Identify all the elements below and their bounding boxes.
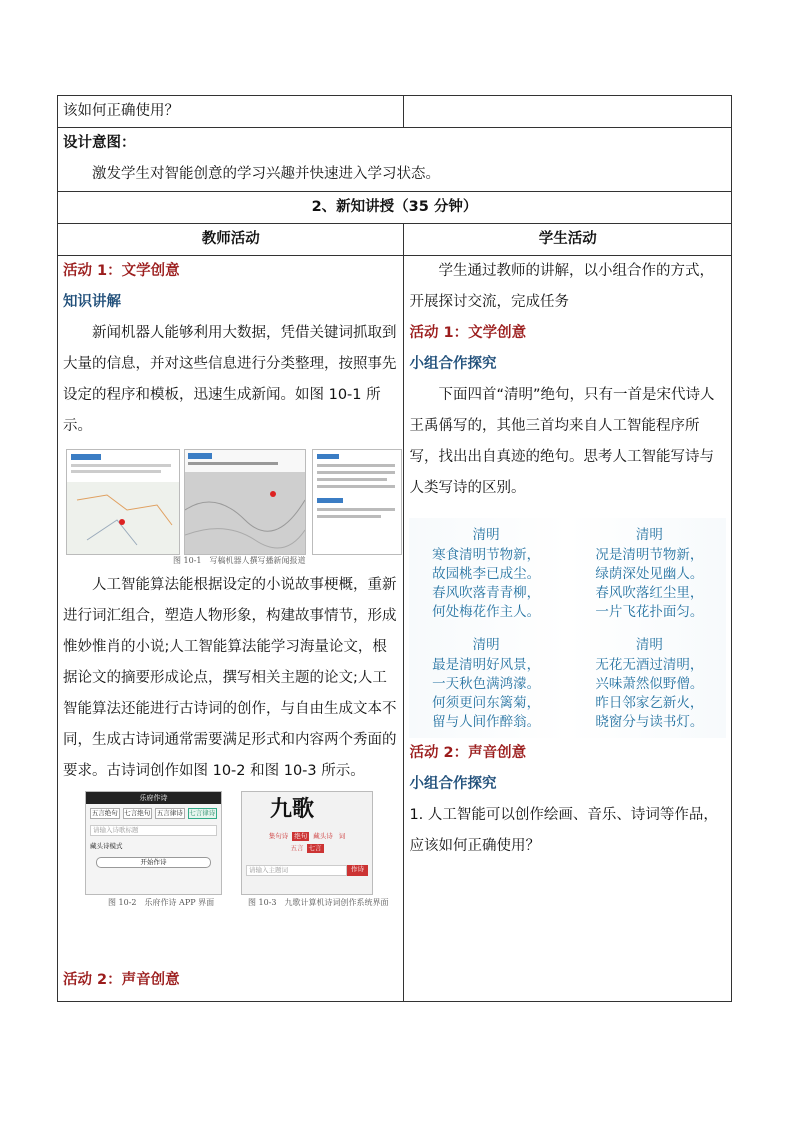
jiuge-tag[interactable]: 藏头诗	[313, 832, 333, 840]
figures-10-2-10-3	[63, 787, 398, 965]
poem-line: 春风吹落红尘里，	[595, 585, 704, 601]
jiuge-sub-tags	[242, 844, 372, 853]
design-text: 激发学生对智能创意的学习兴趣并快速进入学习状态。	[92, 166, 440, 182]
teacher-para2: 人工智能算法能根据设定的小说故事梗概，重新进行词汇组合，塑造人物形象，构建故事情节，形成惟妙惟肖的小说;人工智能算法能学习海量论文，根据论文的摘要形成论点，撰写相关主题的论文;人工智能算法还能进行古诗词的创作，与自由生成文本不同，生成古诗词通常需要满足形式和内容两个秀面的要求。古诗词创作如图 10-2 和图 10-3 所示。	[63, 577, 397, 779]
poem-title: 清明	[635, 637, 663, 653]
news-text-image	[312, 449, 402, 555]
poem-line: 绿荫深处见幽人。	[595, 566, 704, 582]
poem-line: 寒食清明节物新，	[432, 547, 541, 563]
poem-line: 一天秋色满鸿濛。	[432, 676, 541, 692]
app-title-input[interactable]: 请输入诗歌标题	[90, 825, 217, 836]
article-icon	[313, 450, 401, 554]
poem-line: 一片飞花扑面匀。	[595, 604, 704, 620]
app-option[interactable]: 七言绝句	[124, 809, 151, 817]
jiuge-input[interactable]: 请输入主题词	[246, 865, 347, 876]
app-option[interactable]: 五言律诗	[156, 809, 183, 817]
student-group2-title: 小组合作探究	[409, 776, 497, 792]
jiuge-sub-tag[interactable]: 五言	[290, 844, 304, 852]
figure-10-1-caption: 图 10-1 写稿机器人撰写播新闻报道	[173, 556, 306, 565]
teacher-activity2-title: 活动 2：声音创意	[63, 972, 180, 988]
poem-line: 留与人间作醉翁。	[432, 714, 541, 730]
jiuge-submit-button[interactable]: 作诗	[347, 865, 368, 876]
app-option[interactable]: 五言绝句	[91, 809, 118, 817]
student-intro: 学生通过教师的讲解，以小组合作的方式，开展探讨交流，完成任务	[409, 263, 714, 310]
figure-10-3-jiuge	[241, 791, 373, 895]
news-map-image-1	[66, 449, 180, 555]
student-task1: 下面四首“清明”绝句，只有一首是宋代诗人王禹偁写的，其他三首均来自人工智能程序所写，找出出自真迹的绝句。思考人工智能写诗与人类写诗的区别。	[409, 387, 715, 496]
figure-10-2-app	[85, 791, 222, 895]
terrain-icon	[185, 450, 305, 554]
poem-title: 清明	[635, 527, 663, 543]
figure-10-2-caption: 图 10-2 乐府作诗 APP 界面	[108, 898, 215, 907]
figure-10-3-caption: 图 10-3 九歌计算机诗词创作系统界面	[248, 898, 389, 907]
poem-line: 况是清明节物新，	[595, 547, 704, 563]
poems-grid	[409, 518, 726, 738]
lesson-table	[57, 95, 732, 1002]
poem-line: 昨日邻家乞新火，	[595, 695, 704, 711]
map-icon	[67, 450, 179, 554]
poem-line: 最是清明好风景，	[432, 657, 541, 673]
poem-card	[409, 636, 562, 732]
teacher-column-header: 教师活动	[58, 224, 404, 256]
app-mode-toggle[interactable]	[90, 842, 217, 851]
jiuge-tag[interactable]: 词	[338, 832, 346, 840]
student-activity2-title: 活动 2：声音创意	[409, 745, 527, 761]
student-task2: 1. 人工智能可以创作绘画、音乐、诗词等作品，应该如何正确使用？	[409, 807, 718, 854]
app-options	[86, 804, 221, 823]
jiuge-logo: 九歌	[270, 796, 315, 822]
student-activity1-title: 活动 1：文学创意	[409, 325, 527, 341]
teacher-activity-cell	[58, 256, 404, 1002]
jiuge-tag[interactable]: 绝句	[294, 832, 308, 840]
teacher-para1: 新闻机器人能够利用大数据，凭借关键词抓取到大量的信息，并对这些信息进行分类整理，按照事先设定的程序和模板，迅速生成新闻。如图 10-1 所示。	[63, 325, 397, 434]
design-intent-cell	[58, 128, 732, 192]
poem-line: 晓窗分与读书灯。	[595, 714, 704, 730]
app-mode-label: 藏头诗模式	[90, 842, 123, 850]
poem-line: 何须更问东篱菊，	[432, 695, 541, 711]
top-right-cell	[404, 96, 732, 128]
poem-line: 无花无酒过清明，	[595, 657, 704, 673]
top-left-cell	[58, 96, 404, 128]
top-left-text: 该如何正确使用？	[63, 103, 179, 119]
student-activity-cell	[404, 256, 732, 1002]
poem-title: 清明	[472, 637, 500, 653]
jiuge-sub-tag[interactable]: 七言	[308, 844, 322, 852]
poem-line: 故园桃李已成尘。	[432, 566, 541, 582]
jiuge-tag[interactable]: 集句诗	[268, 832, 289, 840]
news-map-image-2	[184, 449, 306, 555]
poem-card	[573, 636, 726, 732]
design-label: 设计意图：	[63, 135, 136, 151]
section-title: 2、新知讲授（35 分钟）	[58, 192, 732, 224]
jiuge-input-row	[246, 865, 368, 876]
student-column-header: 学生活动	[404, 224, 732, 256]
student-group1-title: 小组合作探究	[409, 356, 497, 372]
app-start-button[interactable]: 开始作诗	[96, 857, 211, 868]
poem-card	[573, 526, 726, 622]
poem-line: 春风吹落青青柳，	[432, 585, 541, 601]
poem-title: 清明	[472, 527, 500, 543]
poem-line: 兴味萧然似野僧。	[595, 676, 704, 692]
poem-line: 何处梅花作主人。	[432, 604, 541, 620]
app-title: 乐府作诗	[86, 792, 221, 804]
app-option[interactable]: 七言律诗	[189, 809, 216, 817]
jiuge-tags	[242, 832, 372, 841]
figure-10-1	[63, 442, 398, 570]
poem-card	[409, 526, 562, 622]
knowledge-title: 知识讲解	[63, 294, 121, 310]
teacher-activity1-title: 活动 1：文学创意	[63, 263, 180, 279]
